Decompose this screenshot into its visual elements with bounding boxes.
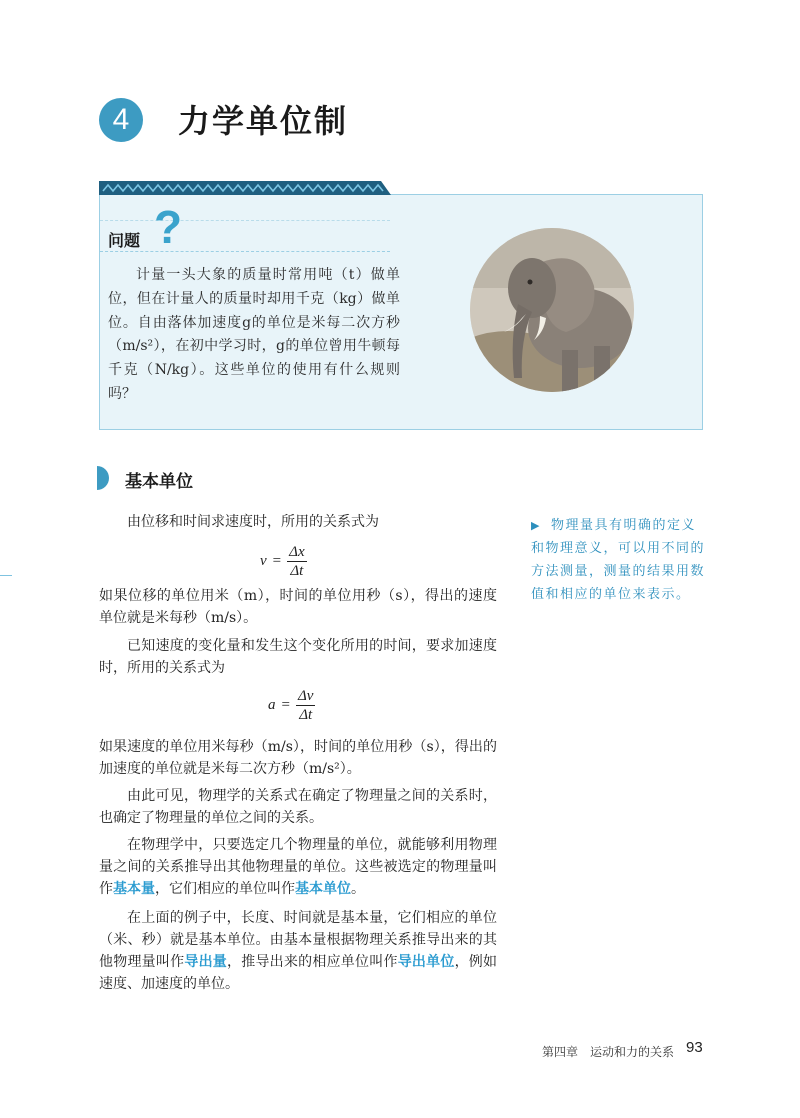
margin-tick [0, 575, 12, 576]
box-divider-top [100, 220, 390, 221]
page-number: 93 [686, 1039, 703, 1056]
formula-denominator: Δt [299, 707, 313, 723]
problem-label: 问题 [108, 231, 141, 250]
formula-acceleration: a = $\frac{\Delta v}{\Delta t}$ [268, 688, 314, 723]
question-mark-icon: ? [154, 201, 183, 253]
paragraph-6-text-c: 。 [351, 881, 365, 897]
margin-note [531, 514, 709, 606]
term-derived-unit: 导出单位 [397, 954, 455, 970]
paragraph-6 [99, 834, 497, 900]
paragraph-7-text-a: 在上面的例子中，长度、时间就是基本量，它们相应的单位（米、秒）就是基本单位。由基本量根据物理关系推导出来的其他物理量叫作 [99, 910, 497, 970]
elephant-photo [470, 228, 634, 392]
formula-lhs: v [260, 553, 267, 569]
paragraph-7 [99, 907, 497, 995]
paragraph-6-text-a: 在物理学中，只要选定几个物理量的单位，就能够利用物理量之间的关系推导出其他物理量的单位。这些被选定的物理量叫作 [99, 837, 497, 897]
footer-chapter: 第四章 运动和力的关系 [542, 1045, 675, 1059]
margin-note-text: 物理量具有明确的定义和物理意义，可以用不同的方法测量，测量的结果用数值和相应的单位来表示。 [531, 518, 706, 602]
triangle-marker-icon: ▶ [531, 519, 541, 532]
paragraph-4: 如果速度的单位用米每秒（m/s），时间的单位用秒（s），得出的加速度的单位就是米每二次方秒（m/s²）。 [99, 739, 497, 777]
zigzag-banner [99, 181, 391, 195]
paragraph-3: 已知速度的变化量和发生这个变化所用的时间，要求加速度时，所用的关系式为 [99, 638, 497, 676]
term-basic-unit: 基本单位 [295, 881, 351, 897]
term-derived-quantity: 导出量 [184, 954, 228, 970]
section-title: 力学单位制 [178, 102, 349, 140]
formula-numerator: Δv [297, 688, 314, 704]
term-basic-quantity: 基本量 [113, 881, 155, 897]
section-number-badge: 4 [99, 98, 143, 142]
formula-numerator: Δx [289, 544, 305, 560]
problem-text [108, 264, 400, 407]
paragraph-6-text-b: ，它们相应的单位叫作 [155, 881, 295, 897]
subsection-title: 基本单位 [125, 472, 193, 492]
paragraph-1: 由位移和时间求速度时，所用的关系式为 [127, 514, 379, 530]
formula-fraction [296, 688, 315, 723]
formula-velocity: v = $\frac{\Delta x}{\Delta t}$ [260, 544, 305, 579]
box-divider [100, 251, 390, 252]
problem-paragraph: 计量一头大象的质量时常用吨（t）做单位，但在计量人的质量时却用千克（kg）做单位。自由落体加速度g的单位是米每二次方秒（m/s²），在初中学习时，g的单位曾用牛顿每千克（N/kg）。这些单位的使用有什么规则吗？ [108, 267, 400, 402]
paragraph-7-text-b: ，推导出来的相应单位叫作 [227, 954, 398, 970]
paragraph-5: 由此可见，物理学的关系式在确定了物理量之间的关系时，也确定了物理量的单位之间的关系。 [99, 788, 497, 826]
paragraph-2: 如果位移的单位用米（m），时间的单位用秒（s），得出的速度单位就是米每秒（m/s）。 [99, 588, 497, 626]
formula-lhs: a [268, 697, 276, 713]
formula-denominator: Δt [290, 563, 304, 579]
formula-fraction [287, 544, 306, 579]
paragraph-7-text-c: ，例如速度、加速度的单位。 [99, 954, 498, 992]
subsection-marker [97, 466, 109, 490]
